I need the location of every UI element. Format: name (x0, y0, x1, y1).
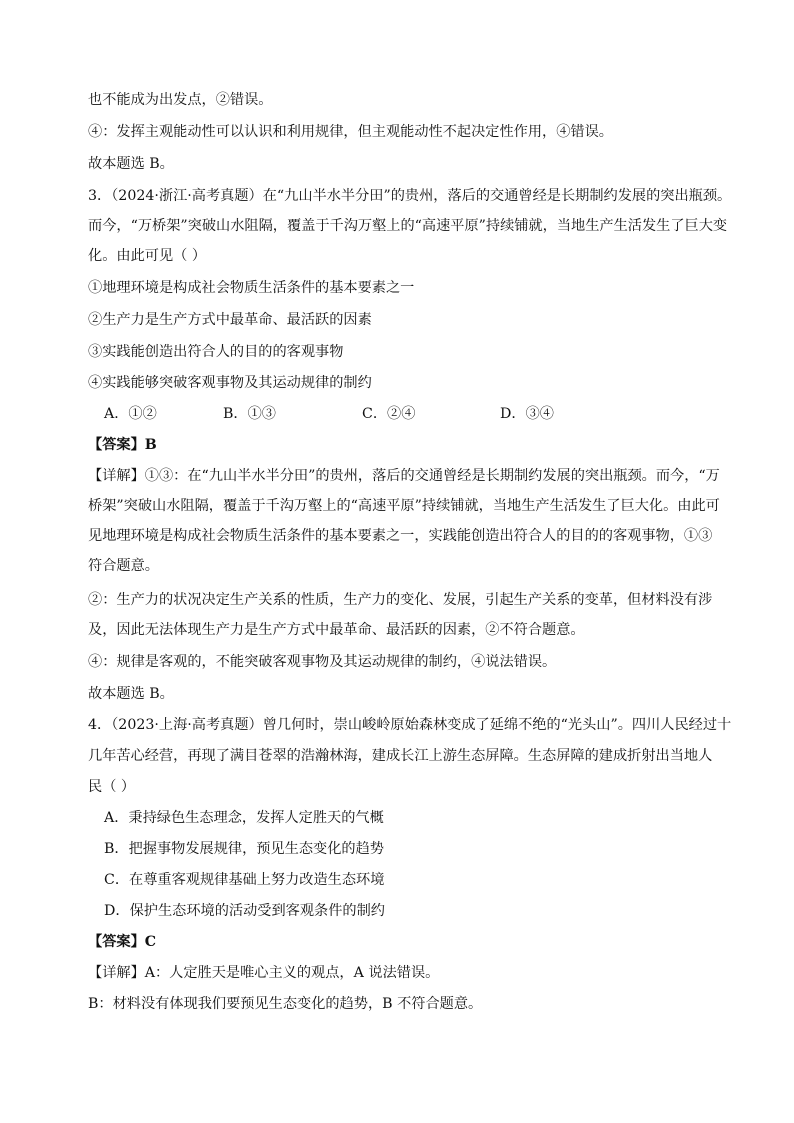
explanation-line: 符合题意。 (88, 558, 159, 574)
explanation-line: 见地理环境是构成社会物质生活条件的基本要素之一，实践能创造出符合人的目的的客观事物，①③ (88, 528, 713, 544)
q4-option-d: D．保护生态环境的活动受到客观条件的制约 (104, 903, 385, 919)
explanation-line: ②：生产力的状况决定生产关系的性质，生产力的变化、发展，引起生产关系的变革，但材料没有涉 (88, 592, 713, 608)
question-3-stem: 而今，“万桥架”突破山水阻隔，覆盖于千沟万壑上的“高速平原”持续铺就，当地生产生活发生了巨大变 (88, 218, 728, 234)
q4-option-b: B．把握事物发展规律，预见生态变化的趋势 (104, 841, 384, 857)
explanation-line: 桥架”突破山水阻隔，覆盖于千沟万壑上的“高速平原”持续铺就，当地生产生活发生了巨大化。由此可 (88, 498, 720, 514)
question-3-stem: 化。由此可见（ ） (88, 248, 207, 264)
statement-1: ①地理环境是构成社会物质生活条件的基本要素之一 (88, 280, 415, 296)
q4-option-c: C．在尊重客观规律基础上努力改造生态环境 (104, 872, 385, 888)
explanation-line: 及，因此无法体现生产力是生产方式中最革命、最活跃的因素，②不符合题意。 (88, 622, 585, 638)
q3-option-c: C．②④ (362, 406, 416, 422)
answer-label: 【答案】B (88, 437, 157, 453)
explanation-line: 【详解】①③：在“九山半水半分田”的贵州，落后的交通曾经是长期制约发展的突出瓶颈。而今，“万 (88, 468, 720, 484)
question-3-stem: 3．（2024·浙江·高考真题）在“九山半水半分田”的贵州，落后的交通曾经是长期制约发展的突出瓶颈。 (88, 188, 732, 204)
explanation-line: 【详解】A：人定胜天是唯心主义的观点，A 说法错误。 (88, 965, 440, 981)
explanation-line: ④：规律是客观的，不能突破客观事物及其运动规律的制约，④说法错误。 (88, 654, 557, 670)
text-line: 也不能成为出发点，②错误。 (88, 92, 273, 108)
statement-2: ②生产力是生产方式中最革命、最活跃的因素 (88, 312, 372, 328)
answer-label: 【答案】C (88, 934, 157, 950)
question-4-stem: 4．（2023·上海·高考真题）曾几何时，崇山峻岭原始森林变成了延绵不绝的“光头山”。四川人民经过十 (88, 717, 732, 733)
text-line: 故本题选 B。 (88, 156, 174, 172)
statement-4: ④实践能够突破客观事物及其运动规律的制约 (88, 375, 372, 391)
q4-option-a: A．秉持绿色生态理念，发挥人定胜天的气概 (104, 810, 384, 826)
text-line: ④：发挥主观能动性可以认识和利用规律，但主观能动性不起决定性作用，④错误。 (88, 124, 613, 140)
q3-option-d: D．③④ (500, 406, 554, 422)
explanation-line: B：材料没有体现我们要预见生态变化的趋势，B 不符合题意。 (88, 996, 483, 1012)
question-4-stem: 民（ ） (88, 779, 136, 795)
question-4-stem: 几年苦心经营，再现了满目苍翠的浩瀚林海，建成长江上游生态屏障。生态屏障的建成折射出当地人 (88, 748, 713, 764)
q3-option-b: B．①③ (223, 406, 276, 422)
statement-3: ③实践能创造出符合人的目的的客观事物 (88, 344, 344, 360)
q3-option-a: A．①② (104, 406, 157, 422)
text-line: 故本题选 B。 (88, 686, 174, 702)
